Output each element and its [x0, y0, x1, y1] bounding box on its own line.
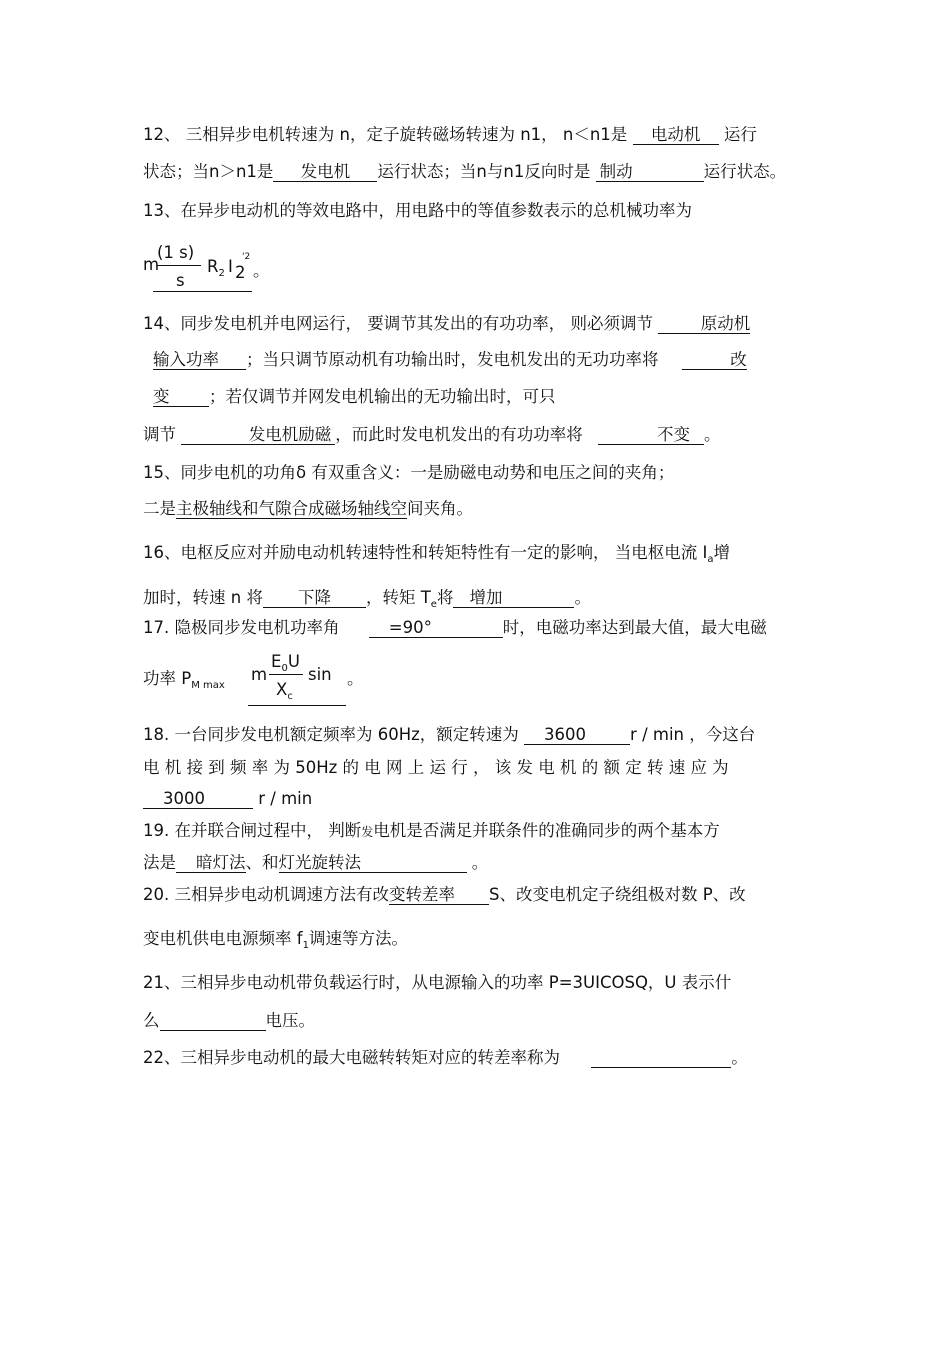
q17-text1a: 17. 隐极同步发电机功率角 — [143, 618, 340, 637]
q17-text1b: 时，电磁功率达到最大值，最大电磁 — [502, 618, 767, 637]
q14-answer1a: 原动机 — [700, 314, 751, 333]
q17-f-num — [271, 652, 300, 674]
q13-f-i-letter: I — [228, 257, 233, 276]
q22-blank1 — [591, 1049, 731, 1068]
q18-text3: r / min — [258, 789, 313, 808]
q13-f-r — [207, 257, 225, 279]
q19-line2 — [143, 852, 488, 874]
q17-f-den — [276, 680, 293, 702]
q14-text4a: 调节 — [143, 425, 176, 444]
q19-text2a: 法是 — [143, 853, 176, 872]
q19-blank1 — [176, 854, 246, 873]
q15-text2b: 间夹角。 — [407, 499, 473, 518]
q22-text1: 22、三相异步电动机的最大电磁转转矩对应的转差率称为 — [143, 1048, 560, 1067]
q14-blank3 — [181, 426, 335, 445]
q13-frac-bar — [157, 265, 201, 266]
q18-text1b: r / min ，今这台 — [630, 725, 756, 744]
q14-blank2b — [153, 388, 209, 407]
q17-f-end: 。 — [347, 669, 364, 688]
q19-text2c: 。 — [471, 853, 489, 872]
q16-sub-e: e — [430, 599, 437, 610]
q12-text2b: 运行状态；当n与n1反向时是 — [377, 162, 591, 181]
q13-text: 13、在异步电动机的等效电路中，用电路中的等值参数表示的总机械功率为 — [143, 201, 692, 220]
q16-line1 — [143, 542, 730, 571]
q13-f-i — [228, 257, 233, 276]
q16-text2c: 将 — [436, 588, 454, 607]
q17-f-den-sub: c — [287, 691, 293, 702]
q14-answer2a: 改 — [730, 350, 747, 369]
q19-answer2: 灯光旋转法 — [278, 853, 361, 872]
q14-blank4 — [598, 426, 704, 445]
q12-blank1 — [633, 126, 719, 145]
q22-text-end: 。 — [731, 1048, 748, 1067]
q14-line2 — [153, 349, 747, 371]
q18-answer1: 3600 — [544, 725, 587, 744]
q17-line1 — [143, 617, 767, 639]
q17-sub-mmax: M max — [191, 680, 225, 691]
q14-blank2a — [682, 351, 747, 370]
q16-text1-end: 增 — [713, 543, 730, 562]
q16-text2b: ，转矩 T — [365, 588, 431, 607]
q12-blank3 — [596, 163, 704, 182]
q18-blank1 — [524, 726, 630, 745]
q16-sub-a: a — [707, 554, 714, 565]
q18-text1a: 18. 一台同步发电机额定频率为 60Hz，额定转速为 — [143, 725, 519, 744]
q13-f-r-letter: R — [207, 257, 219, 276]
q20-text2a: 变电机供电电源频率 f — [143, 929, 303, 948]
q19-blank2 — [279, 854, 467, 873]
q17-f-num-e: E — [271, 652, 282, 671]
q14-text2: ；当只调节原动机有功输出时，发电机发出的无功功率将 — [246, 350, 659, 369]
q21-text2a: 么 — [143, 1011, 160, 1030]
q19-text1-small: 发 — [361, 825, 374, 839]
q14-text4b: ，而此时发电机发出的有功功率将 — [335, 425, 583, 444]
q16-text2d: 。 — [574, 588, 591, 607]
q17-text2a: 功率 P — [143, 669, 192, 688]
q15-text1: 15、同步电机的功角δ 有双重含义：一是励磁电动势和电压之间的夹角； — [143, 463, 675, 482]
q17-blank1 — [369, 619, 503, 638]
q16-answer2: 增加 — [469, 588, 503, 607]
q14-answer1b: 输入功率 — [153, 350, 219, 369]
q14-line4 — [143, 424, 721, 446]
q22-line1 — [143, 1047, 748, 1069]
q16-answer1: 下降 — [297, 588, 331, 607]
q16-line2 — [143, 587, 591, 616]
q21-blank1 — [160, 1012, 266, 1031]
q17-f-den-x: X — [276, 680, 288, 699]
q20-text1a: 20. 三相异步电动机调速方法有改 — [143, 885, 389, 904]
q17-answer1: =90° — [388, 618, 432, 637]
q18-text2: 电 机 接 到 频 率 为 50Hz 的 电 网 上 运 行 ， 该 发 电 机 的 额 定 转 速 应 为 — [143, 758, 729, 777]
q14-blank1b — [153, 351, 246, 370]
q17-text2a-wrap — [143, 665, 225, 691]
q14-blank1a — [658, 315, 750, 334]
q17-f-num-u: U — [287, 652, 300, 671]
q14-text1: 14、同步发电机并电网运行， 要调节其发出的有功功率， 则必须调节 — [143, 314, 653, 333]
q13-answer-underline — [153, 291, 252, 292]
q17-f-sin: sin — [308, 665, 332, 684]
q20-sub-1: 1 — [302, 940, 309, 951]
q12-text2c: 运行状态。 — [703, 162, 787, 181]
q21-line1 — [143, 972, 731, 994]
q17-f-m: m — [251, 665, 268, 684]
q16-blank1 — [263, 589, 366, 608]
q20-text2b: 调速等方法。 — [308, 929, 408, 948]
q15-line1 — [143, 462, 674, 484]
q20-blank1 — [389, 886, 489, 905]
q16-blank2 — [453, 589, 574, 608]
q12-answer1: 电动机 — [650, 125, 701, 144]
q21-text2b: 电压。 — [265, 1011, 315, 1030]
q12-text1b: 运行 — [723, 125, 757, 144]
q12-text2a: 状态；当n＞n1是 — [143, 162, 274, 181]
q15-text2a: 二是 — [143, 499, 176, 518]
q14-answer2b: 变 — [153, 387, 170, 406]
q21-text1: 21、三相异步电动机带负载运行时，从电源输入的功率 P=3UICOSQ，U 表示什 — [143, 973, 732, 992]
q19-text1a: 19. 在并联合闸过程中， 判断 — [143, 821, 362, 840]
q12-answer2: 发电机 — [300, 162, 351, 181]
q20-text1b: S、改变电机定子绕组极对数 P、改 — [489, 885, 746, 904]
q19-answer1: 暗灯法 — [196, 853, 246, 872]
q17-frac-bar — [269, 674, 303, 675]
q16-text2a: 加时，转速 n 将 — [143, 588, 263, 607]
q16-text1: 16、电枢反应对并励电动机转速特性和转矩特性有一定的影响， 当电枢电流 I — [143, 543, 708, 562]
q13-line1 — [143, 200, 692, 222]
q18-line2 — [143, 757, 729, 779]
q20-line2 — [143, 928, 408, 957]
q13-f-i-sub: 2 — [235, 263, 246, 282]
q14-text3: ；若仅调节并网发电机输出的无功输出时，可只 — [209, 387, 556, 406]
q15-answer1: 主极轴线和气隙合成磁场轴线空 — [176, 499, 407, 518]
q12-text1: 12、 三相异步电机转速为 n，定子旋转磁场转速为 n1， n＜n1是 — [143, 125, 628, 144]
q19-text2b: 、和 — [245, 853, 279, 872]
q13-f-den: s — [176, 271, 185, 290]
q20-answer1: 变转差率 — [389, 885, 455, 904]
q12-line1 — [143, 124, 757, 146]
q15-blank1 — [176, 500, 407, 519]
q18-line1 — [143, 724, 755, 746]
q21-line2 — [143, 1010, 315, 1032]
q13-f-m: m — [143, 255, 160, 274]
q14-answer3: 发电机励磁 — [248, 425, 332, 444]
q17-f-num-sub: 0 — [281, 663, 288, 674]
q14-answer4: 不变 — [657, 425, 690, 444]
q13-f-end: 。 — [253, 261, 270, 280]
q20-line1 — [143, 884, 746, 906]
q17-answer-underline — [248, 705, 346, 706]
q18-answer2: 3000 — [163, 789, 205, 808]
q12-answer3: 制动 — [599, 162, 633, 181]
q18-blank2 — [143, 790, 253, 809]
q19-text1b: 电机是否满足并联条件的准确同步的两个基本方 — [373, 821, 720, 840]
q15-line2 — [143, 498, 473, 520]
q18-line3 — [143, 788, 312, 810]
q13-f-num: (1 s) — [157, 243, 195, 262]
q19-line1 — [143, 820, 720, 843]
q12-blank2 — [273, 163, 377, 182]
q13-f-i-sup: '2 — [242, 252, 251, 262]
q13-f-r-sub: 2 — [218, 268, 225, 279]
q14-text4c: 。 — [704, 425, 721, 444]
q14-line1 — [143, 313, 750, 335]
q14-line3 — [153, 386, 556, 408]
q12-line2 — [143, 161, 786, 183]
